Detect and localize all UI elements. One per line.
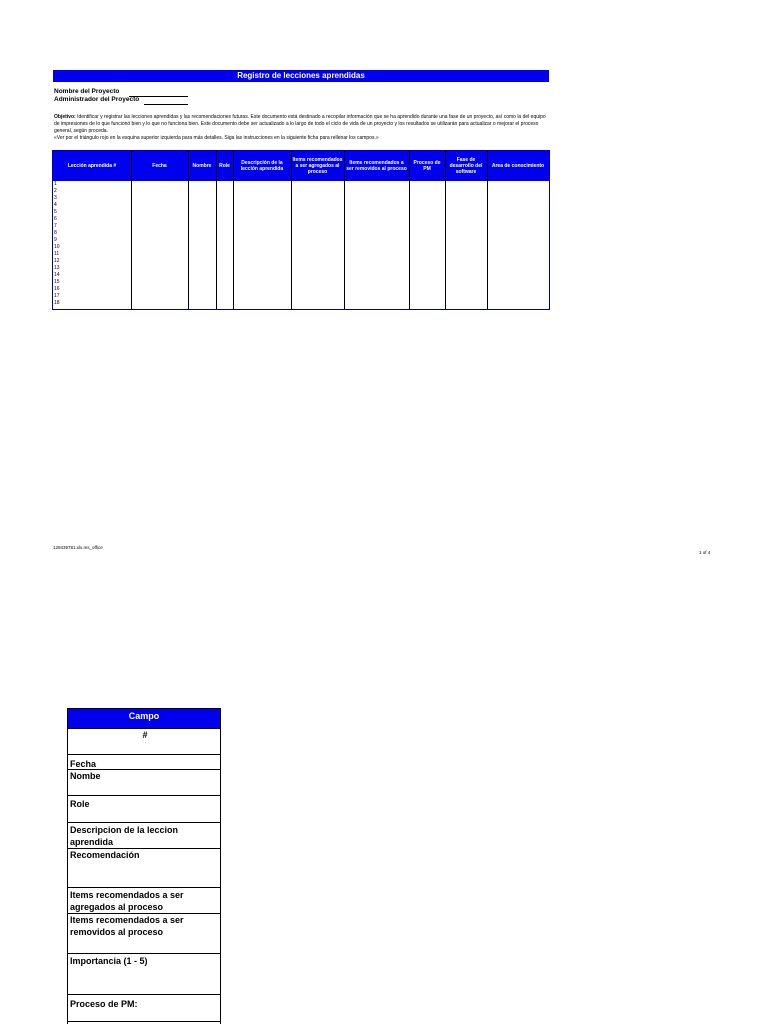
project-admin-field[interactable] [144,104,188,105]
campo-row: Importancia (1 - 5) [68,954,220,995]
objective-label: Objetivo: [54,114,76,120]
instruction-text: «Ver por el triángulo rojo en la esquina superior izquierda para más detalles. Siga las instrucciones en la siguiente ficha para rellenar los campos.» [54,135,379,141]
row-number: 13 [54,265,60,271]
row-number: 8 [54,230,57,236]
footer-filename: 129439781.xls.ms_office [53,545,103,550]
column-divider [233,151,234,309]
row-number: 18 [54,300,60,306]
campo-row: Items recomendados a ser removidos al proceso [68,914,220,954]
project-name-label: Nombre del Proyecto [54,88,120,95]
col-descripcion: Descripción de la lección aprendida [240,160,284,172]
campo-row: Nombe [68,770,220,796]
row-number: 5 [54,209,57,215]
column-divider [445,151,446,309]
column-divider [487,151,488,309]
objective-text: Identificar y registrar las lecciones aprendidas y las recomendaciones futuras. Este documento está destinado a recopilar información que se ha aprendido durante una fase de un proyecto, así como la del equipo de impresiones de lo que funcionó bien y lo que no funciona bien. Este documento debe ser actualizado a lo largo de todo el ciclo de vida de un proyecto y los resultados se utilizarán para actualizar o mejorar el proceso general, según proceda. [54,114,546,134]
row-number: 14 [54,272,60,278]
campo-row: # [68,728,220,755]
footer-page-number: 1 of 4 [699,550,711,555]
row-number: 17 [54,293,60,299]
campo-header: Campo [68,708,220,728]
column-divider [188,151,189,309]
col-items-removidos: Items recomendados a ser removidos al proceso [346,160,407,172]
col-role: Role [219,163,230,169]
row-numbers [54,181,60,307]
row-number: 16 [54,286,60,292]
row-number: 15 [54,279,60,285]
col-area-conocimiento: Area de conocimiento [491,163,545,169]
col-fase-desarrollo: Fase de desarrollo del software [449,157,483,175]
row-number: 4 [54,202,57,208]
row-number: 1 [54,181,57,187]
column-divider [216,151,217,309]
lessons-table [52,150,550,310]
row-number: 10 [54,244,60,250]
campo-row: Fecha [68,755,220,770]
col-fecha: Fecha [152,163,167,169]
objective-block [54,114,548,142]
campo-row: Role [68,796,220,823]
col-items-agregados: Items recomendados a ser agregados al proceso [292,157,343,175]
column-divider [291,151,292,309]
column-divider [409,151,410,309]
campo-table [67,708,221,1024]
row-number: 11 [54,251,60,257]
row-number: 9 [54,237,57,243]
column-divider [344,151,345,309]
column-divider [131,151,132,309]
row-number: 6 [54,216,57,222]
row-number: 12 [54,258,60,264]
col-proceso-pm: Proceso de PM [413,160,441,172]
campo-row: Recomendación [68,849,220,888]
col-leccion: Lección aprendida # [67,163,117,169]
row-number: 2 [54,188,57,194]
campo-row: Items recomendados a ser agregados al proceso [68,888,220,914]
document-title: Registro de lecciones aprendidas [53,70,549,82]
row-number: 3 [54,195,57,201]
campo-row: Proceso de PM: [68,995,220,1022]
col-nombre: Nombre [192,163,212,169]
campo-row: Descripcion de la leccion aprendida [68,823,220,849]
project-admin-label: Administrador del Proyecto [54,96,140,103]
row-number: 7 [54,223,57,229]
